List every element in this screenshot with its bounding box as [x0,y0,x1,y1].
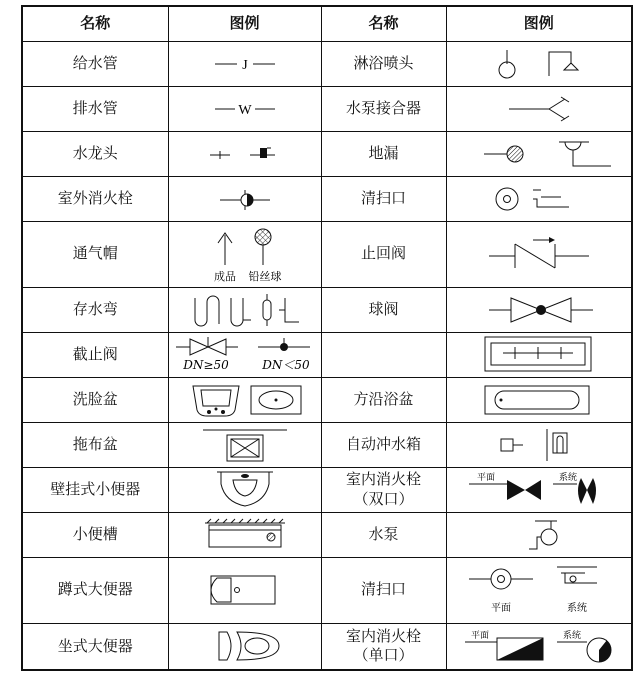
table-row [22,287,632,332]
table-row [22,131,632,176]
western-toilet-symbol [168,623,321,670]
name-cell [321,332,446,377]
name-cell: 蹲式大便器 [22,557,168,623]
shower-head-symbol [446,41,632,86]
pump-adapter-symbol [446,86,632,131]
symbol-label: 平面 [476,472,495,483]
double-hydrant-symbol [446,467,632,512]
table-row [22,512,632,557]
name-cell: 水泵接合器 [321,86,446,131]
name-cell: 淋浴喷头 [321,41,446,86]
name-line: 室内消火栓 [345,626,421,645]
table-row [22,467,632,512]
pipe-letter: J [241,57,248,73]
name-cell: 水泵 [321,512,446,557]
drain-pipe-symbol [168,86,321,131]
table-row [22,176,632,221]
flush-tank-symbol [446,422,632,467]
legend-table [21,5,633,671]
pipe-letter: W [237,102,252,118]
cleanout-symbol [446,176,632,221]
washbasin-symbol [168,377,321,422]
check-valve-symbol [446,221,632,287]
table-row [22,221,632,287]
vent-cap-label: 成品 [213,270,236,283]
name-cell: 排水管 [22,86,168,131]
wall-urinal-symbol [168,467,321,512]
ball-valve-symbol [446,287,632,332]
bathtub-symbol [446,377,632,422]
name-cell: 截止阀 [22,332,168,377]
header-figure-2: 图例 [446,6,632,41]
vent-cap-symbol [168,221,321,287]
valve-label: DN≥50 [182,357,229,372]
floor-drain-symbol [446,131,632,176]
name-line: （单口） [353,646,414,665]
name-cell [321,623,446,670]
name-cell: 清扫口 [321,176,446,221]
stop-valve-symbol [168,332,321,377]
table-row [22,623,632,670]
urinal-trough-symbol [168,512,321,557]
valve-label: DN＜50 [261,357,310,372]
name-cell: 拖布盆 [22,422,168,467]
name-cell: 给水管 [22,41,168,86]
name-line: （双口） [353,489,414,508]
symbol-label: 系统 [566,603,587,614]
faucet-symbol [168,131,321,176]
single-hydrant-symbol [446,623,632,670]
name-cell: 洗脸盆 [22,377,168,422]
name-cell: 方沿浴盆 [321,377,446,422]
name-cell: 地漏 [321,131,446,176]
name-cell: 通气帽 [22,221,168,287]
squat-toilet-symbol [168,557,321,623]
header-figure-1: 图例 [168,6,321,41]
symbol-label: 系统 [558,472,577,483]
name-cell: 球阀 [321,287,446,332]
symbol-label: 平面 [470,631,489,642]
header-name-1: 名称 [22,6,168,41]
name-line: 室内消火栓 [345,470,421,488]
header-row [22,6,632,41]
name-cell: 壁挂式小便器 [22,467,168,512]
vent-cap-label: 铅丝球 [248,270,281,283]
name-cell: 自动冲水箱 [321,422,446,467]
outdoor-hydrant-symbol [168,176,321,221]
header-name-2: 名称 [321,6,446,41]
tray-symbol [446,332,632,377]
name-cell: 止回阀 [321,221,446,287]
name-cell: 存水弯 [22,287,168,332]
table-row [22,332,632,377]
name-cell: 小便槽 [22,512,168,557]
name-cell [321,467,446,512]
name-cell: 室外消火栓 [22,176,168,221]
mop-basin-symbol [168,422,321,467]
trap-symbol [168,287,321,332]
symbol-label: 系统 [562,631,581,642]
table-row [22,86,632,131]
symbol-label: 平面 [490,603,511,614]
cleanout-plan-system-symbol [446,557,632,623]
name-cell: 坐式大便器 [22,623,168,670]
table-row [22,422,632,467]
water-supply-pipe-symbol [168,41,321,86]
table-row [22,377,632,422]
table-row [22,557,632,623]
name-cell: 清扫口 [321,557,446,623]
table-row [22,41,632,86]
name-cell: 水龙头 [22,131,168,176]
pump-symbol [446,512,632,557]
